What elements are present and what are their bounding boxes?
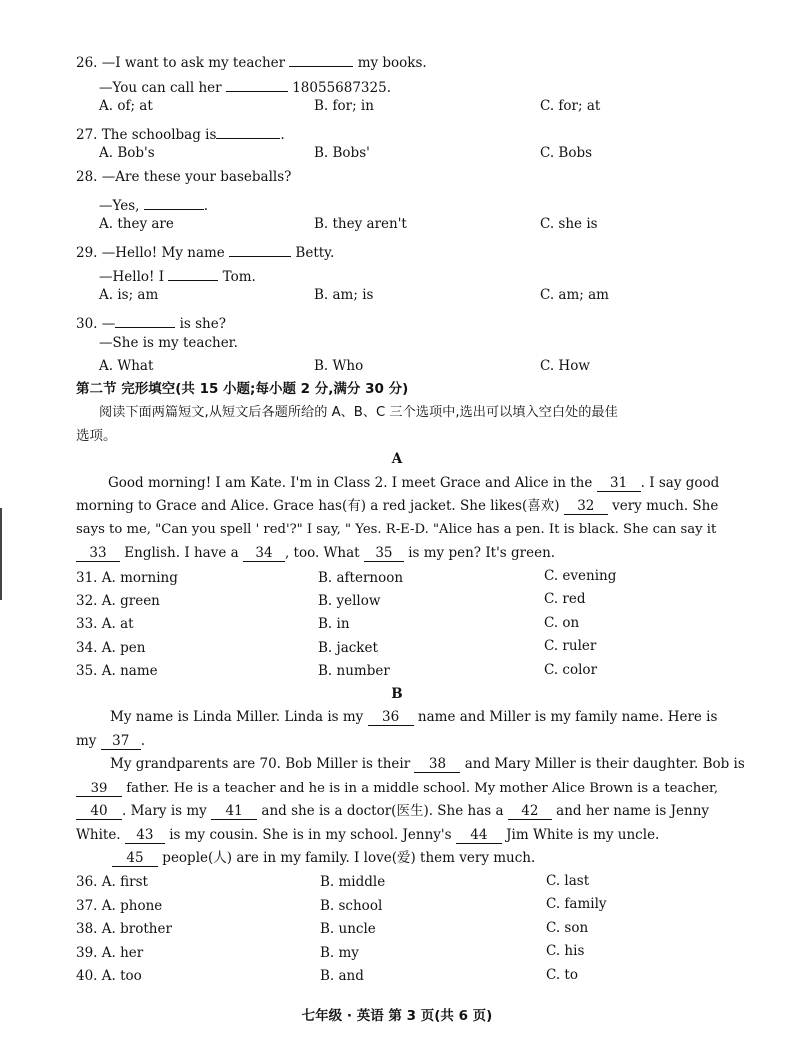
option-c[interactable]: C. am; am [540, 287, 609, 303]
blank-34[interactable]: 34 [243, 547, 285, 562]
question-30-line-2 [99, 337, 238, 351]
blank-40[interactable]: 40 [76, 805, 122, 820]
blank-37[interactable]: 37 [101, 735, 141, 750]
option-number: 33. [76, 616, 98, 632]
question-number: 30. [76, 316, 98, 332]
question-27-line-1 [76, 124, 285, 143]
option-a[interactable]: A. is; am [99, 287, 159, 303]
option-b[interactable]: B. and [320, 968, 364, 984]
passage-b-line-5 [76, 805, 709, 820]
option-c[interactable]: C. evening [544, 568, 617, 584]
option-row-36 [76, 876, 148, 890]
blank-35[interactable]: 35 [364, 547, 404, 562]
passage-text: My grandparents are 70. Bob Miller is their [110, 756, 411, 772]
option-number: 40. [76, 968, 98, 984]
passage-text: My name is Linda Miller. Linda is my [110, 709, 364, 725]
option-b[interactable]: B. they aren't [314, 216, 407, 232]
question-text: —You can call her [99, 80, 222, 96]
blank-39[interactable]: 39 [76, 782, 122, 797]
option-a[interactable]: A. brother [101, 921, 172, 937]
option-b[interactable]: B. am; is [314, 287, 374, 303]
question-number: 29. [76, 245, 98, 261]
option-c[interactable]: C. to [546, 967, 578, 983]
option-b[interactable]: B. middle [320, 874, 386, 890]
option-row-33 [76, 618, 134, 632]
question-26-line-2 [99, 77, 391, 96]
question-text: —She is my teacher. [99, 335, 238, 351]
passage-text: . Mary is my [122, 803, 207, 819]
question-text: The schoolbag is [101, 127, 217, 143]
passage-text: English. I have a [124, 545, 239, 561]
option-row-40 [76, 970, 142, 984]
passage-text: says to me, "Can you spell ' red'?" I say, " Yes. R-E-D. "Alice has a pen. It is black. She can say it [76, 522, 717, 537]
question-text: my books. [357, 55, 427, 71]
blank-38[interactable]: 38 [414, 758, 460, 773]
option-b[interactable]: B. uncle [320, 921, 376, 937]
option-a[interactable]: A. they are [99, 216, 174, 232]
question-26-line-1 [76, 52, 427, 71]
option-b[interactable]: B. number [318, 663, 390, 679]
option-row-31 [76, 572, 178, 586]
option-number: 34. [76, 640, 98, 656]
answer-blank[interactable] [216, 124, 280, 139]
blank-44[interactable]: 44 [456, 829, 502, 844]
question-28-line-1 [76, 171, 291, 185]
question-text: —Are these your baseballs? [101, 169, 292, 185]
option-c[interactable]: C. last [546, 873, 590, 889]
blank-32[interactable]: 32 [564, 500, 608, 515]
question-29-line-2 [99, 266, 256, 285]
question-number: 28. [76, 169, 98, 185]
question-text: . [280, 127, 285, 143]
passage-text: White. [76, 827, 121, 843]
passage-a-line-3 [76, 523, 716, 536]
option-c[interactable]: C. family [546, 896, 607, 912]
option-a[interactable]: A. of; at [99, 98, 153, 114]
passage-text: morning to Grace and Alice. Grace has(有) a red jacket. She likes(喜欢) [76, 498, 560, 514]
passage-label: B [391, 686, 403, 702]
option-a[interactable]: A. phone [101, 898, 163, 914]
option-b[interactable]: B. for; in [314, 98, 374, 114]
blank-41[interactable]: 41 [211, 805, 257, 820]
question-text: —Yes, [99, 198, 140, 214]
option-a[interactable]: A. first [101, 874, 148, 890]
option-c[interactable]: C. Bobs [540, 145, 593, 161]
passage-text: . I say good [640, 475, 720, 491]
passage-b-line-4 [76, 782, 718, 797]
option-row-39 [76, 947, 143, 961]
answer-blank[interactable] [289, 52, 353, 67]
option-number: 31. [76, 570, 98, 586]
passage-b-line-2 [76, 735, 145, 750]
blank-33[interactable]: 33 [76, 547, 120, 562]
passage-text: Good morning! I am Kate. I'm in Class 2. I meet Grace and Alice in the [108, 475, 593, 491]
option-row-35 [76, 665, 158, 679]
passage-text: , too. What [284, 545, 360, 561]
question-29-line-1 [76, 242, 334, 261]
option-row-34 [76, 642, 145, 656]
passage-text: . [140, 733, 146, 749]
passage-a-line-2 [76, 500, 718, 515]
section-title: 第二节 完形填空(共 15 小题;每小题 2 分,满分 30 分) [76, 381, 409, 397]
passage-text: and Mary Miller is their daughter. Bob is [464, 756, 745, 772]
passage-text: people(人) are in my family. I love(爱) them very much. [162, 850, 536, 866]
question-text: —Hello! My name [101, 245, 225, 261]
option-b[interactable]: B. school [320, 898, 383, 914]
passage-text: is my pen? It's green. [408, 545, 556, 561]
option-number: 36. [76, 874, 98, 890]
passage-b-line-3 [110, 758, 745, 773]
option-row-37 [76, 900, 162, 914]
option-c[interactable]: C. on [544, 615, 580, 631]
option-b[interactable]: B. afternoon [318, 570, 404, 586]
section-instructions: 阅读下面两篇短文,从短文后各题所给的 A、B、C 三个选项中,选出可以填入空白处的最佳 [99, 405, 618, 420]
option-c[interactable]: C. red [544, 591, 586, 607]
question-30-line-1 [76, 313, 226, 332]
option-a[interactable]: A. pen [101, 640, 146, 656]
passage-text: Jim White is my uncle. [506, 827, 660, 843]
blank-36[interactable]: 36 [368, 711, 414, 726]
section-instructions-cont: 选项。 [76, 428, 117, 444]
option-b[interactable]: B. Bobs' [314, 145, 370, 161]
passage-b-line-1 [110, 711, 717, 726]
answer-blank[interactable] [144, 195, 204, 210]
passage-b-line-7 [112, 852, 535, 867]
option-row-38 [76, 923, 172, 937]
page-footer: 七年级 · 英语 第 3 页(共 6 页) [301, 1008, 493, 1024]
option-number: 37. [76, 898, 98, 914]
option-a[interactable]: A. at [101, 616, 134, 632]
question-number: 27. [76, 127, 98, 143]
option-number: 38. [76, 921, 98, 937]
question-text: —I want to ask my teacher [101, 55, 286, 71]
option-b[interactable]: B. jacket [318, 640, 378, 656]
option-number: 35. [76, 663, 98, 679]
passage-b-line-6 [76, 829, 659, 844]
passage-a-line-4 [76, 547, 555, 562]
page-edge-rule [0, 508, 2, 600]
passage-text: and her name is Jenny [556, 803, 710, 819]
question-text: — [101, 316, 116, 332]
option-c[interactable]: C. How [540, 358, 590, 374]
passage-text: father. He is a teacher and he is in a middle school. My mother Alice Brown is a teacher, [126, 781, 719, 796]
option-c[interactable]: C. for; at [540, 98, 601, 114]
passage-a-line-1 [108, 477, 719, 492]
option-c[interactable]: C. she is [540, 216, 598, 232]
option-number: 32. [76, 593, 98, 609]
option-a[interactable]: A. her [101, 945, 144, 961]
answer-blank[interactable] [168, 266, 218, 281]
option-b[interactable]: B. yellow [318, 593, 381, 609]
answer-blank[interactable] [226, 77, 288, 92]
passage-text: and she is a doctor(医生). She has a [261, 803, 504, 819]
option-b[interactable]: B. in [318, 616, 350, 632]
blank-45[interactable]: 45 [112, 852, 158, 867]
option-a[interactable]: A. What [99, 358, 154, 374]
option-c[interactable]: C. his [546, 943, 585, 959]
question-28-line-2 [99, 195, 208, 214]
option-c[interactable]: C. ruler [544, 638, 597, 654]
option-b[interactable]: B. Who [314, 358, 364, 374]
question-number: 26. [76, 55, 98, 71]
question-text: . [203, 198, 209, 214]
option-a[interactable]: A. morning [101, 570, 178, 586]
question-text: Tom. [222, 269, 256, 285]
answer-blank[interactable] [115, 313, 175, 328]
passage-text: my [76, 733, 97, 749]
question-text: —Hello! I [99, 269, 165, 285]
option-a[interactable]: A. name [101, 663, 158, 679]
option-row-32 [76, 595, 160, 609]
question-text: is she? [179, 316, 226, 332]
option-a[interactable]: A. green [101, 593, 160, 609]
passage-text: very much. She [612, 498, 719, 514]
blank-31[interactable]: 31 [597, 477, 641, 492]
passage-text: name and Miller is my family name. Here is [417, 709, 718, 725]
question-text: 18055687325. [292, 80, 391, 96]
option-a[interactable]: A. Bob's [99, 145, 155, 161]
blank-42[interactable]: 42 [508, 805, 552, 820]
option-c[interactable]: C. son [546, 920, 589, 936]
blank-43[interactable]: 43 [125, 829, 165, 844]
option-c[interactable]: C. color [544, 662, 598, 678]
option-number: 39. [76, 945, 98, 961]
passage-label: A [391, 451, 403, 467]
answer-blank[interactable] [229, 242, 291, 257]
passage-text: is my cousin. She is in my school. Jenny's [169, 827, 452, 843]
option-a[interactable]: A. too [101, 968, 142, 984]
question-text: Betty. [295, 245, 335, 261]
option-b[interactable]: B. my [320, 945, 359, 961]
